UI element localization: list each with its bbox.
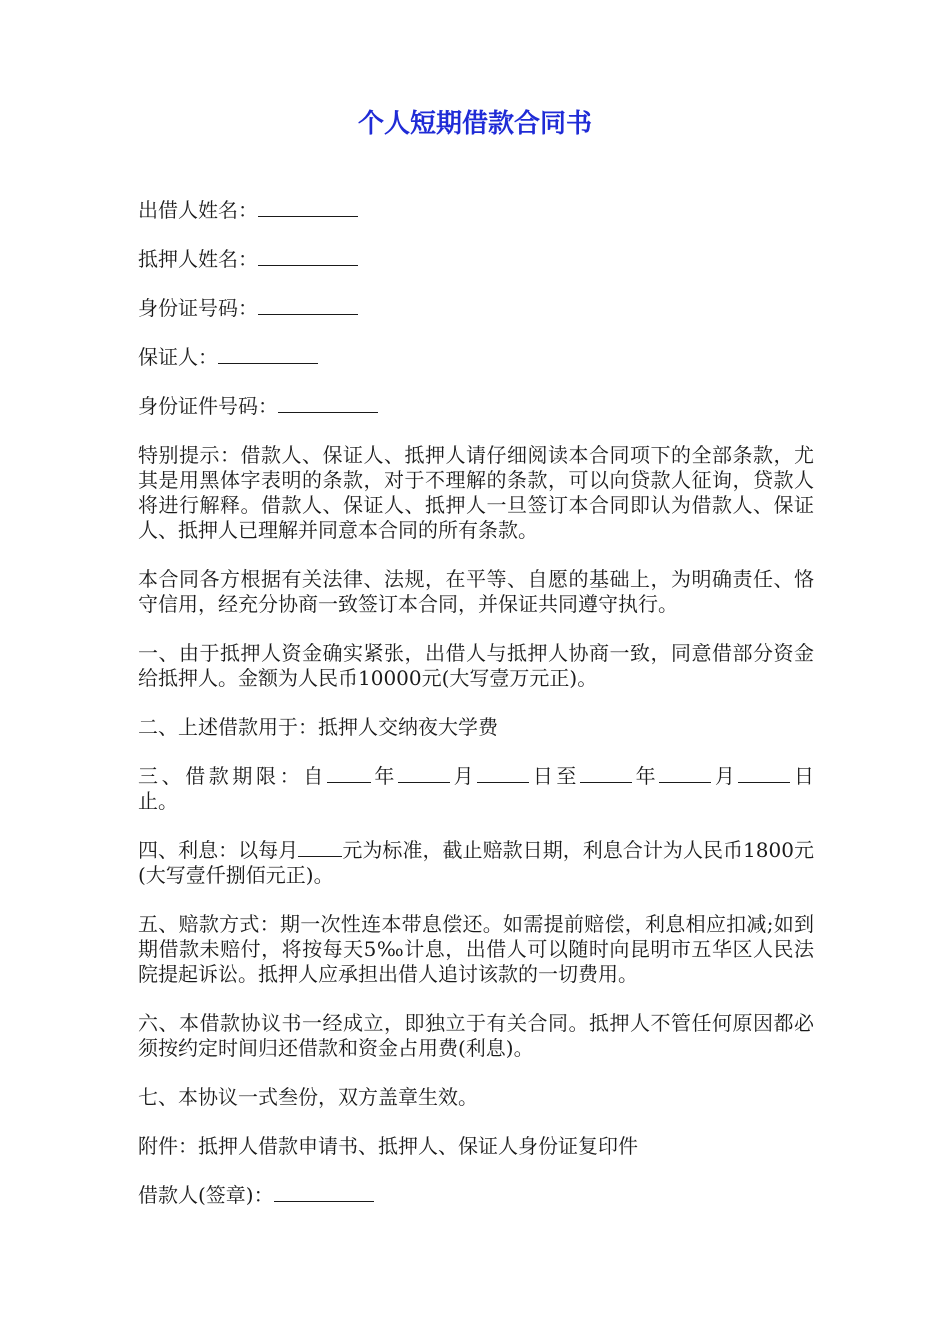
borrower-signature-field — [138, 1183, 814, 1208]
end-month-blank[interactable] — [659, 764, 711, 783]
special-notice: 特别提示：借款人、保证人、抵押人请仔细阅读本合同项下的全部条款，尤其是用黑体字表明的条款，对于不理解的条款，可以向贷款人征询，贷款人将进行解释。借款人、保证人、抵押人一旦签订本合同即认为借款人、保证人、抵押人已理解并同意本合同的所有条款。 — [138, 443, 814, 542]
clause-3-month1: 月 — [450, 764, 478, 788]
clause-3-end: 止。 — [138, 789, 178, 813]
mortgagor-name-label: 抵押人姓名： — [138, 247, 258, 271]
clause-3-year1: 年 — [370, 764, 399, 788]
guarantor-label: 保证人： — [138, 345, 218, 369]
clause-4-suffix: 元为标准，截止赔款日期，利息合计为人民币1800元(大写壹仟捌佰元正)。 — [138, 838, 814, 887]
lender-name-blank[interactable] — [258, 198, 358, 217]
clause-7: 七、本协议一式叁份，双方盖章生效。 — [138, 1085, 478, 1109]
clause-3-prefix: 三、借款期限：自 — [138, 764, 327, 788]
document-title: 个人短期借款合同书 — [357, 109, 592, 139]
lender-name-label: 出借人姓名： — [138, 198, 258, 222]
guarantor-id-field — [138, 394, 814, 419]
clause-6: 六、本借款协议书一经成立，即独立于有关合同。抵押人不管任何原因都必须按约定时间归还借款和资金占用费(利息)。 — [138, 1011, 814, 1060]
guarantor-id-blank[interactable] — [278, 394, 378, 413]
clause-3-line — [138, 764, 814, 789]
clause-4 — [138, 838, 814, 888]
clause-3-day1: 日至 — [529, 764, 581, 788]
clause-3-year2: 年 — [632, 764, 660, 788]
monthly-interest-blank[interactable] — [298, 838, 342, 857]
mortgagor-name-blank[interactable] — [258, 247, 358, 266]
borrower-signature-blank[interactable] — [274, 1183, 374, 1202]
id-number-label: 身份证号码： — [138, 296, 258, 320]
id-number-field — [138, 296, 814, 321]
start-month-blank[interactable] — [398, 764, 450, 783]
clause-3-day2: 日 — [790, 764, 815, 788]
end-day-blank[interactable] — [738, 764, 790, 783]
clause-2: 二、上述借款用于：抵押人交纳夜大学费 — [138, 715, 498, 739]
mortgagor-name-field — [138, 247, 814, 272]
clause-5: 五、赔款方式：期一次性连本带息偿还。如需提前赔偿，利息相应扣减;如到期借款未赔付，将按每天5‰计息，出借人可以随时向昆明市五华区人民法院提起诉讼。抵押人应承担出借人追讨该款的一切费用。 — [138, 912, 814, 986]
guarantor-field — [138, 345, 814, 370]
start-day-blank[interactable] — [477, 764, 529, 783]
document-body — [138, 198, 814, 1232]
clause-4-prefix: 四、利息：以每月 — [138, 838, 299, 862]
attachment-line: 附件：抵押人借款申请书、抵押人、保证人身份证复印件 — [138, 1134, 638, 1158]
preamble-paragraph: 本合同各方根据有关法律、法规，在平等、自愿的基础上，为明确责任、恪守信用，经充分协商一致签订本合同，并保证共同遵守执行。 — [138, 567, 814, 616]
guarantor-id-label: 身份证件号码： — [138, 394, 278, 418]
clause-1: 一、由于抵押人资金确实紧张，出借人与抵押人协商一致，同意借部分资金给抵押人。金额为人民币10000元(大写壹万元正)。 — [138, 641, 814, 690]
clause-3 — [138, 764, 814, 814]
start-year-blank[interactable] — [327, 764, 371, 783]
id-number-blank[interactable] — [258, 296, 358, 315]
borrower-signature-label: 借款人(签章)： — [138, 1183, 274, 1207]
clause-3-month2: 月 — [711, 764, 739, 788]
lender-name-field — [138, 198, 814, 223]
end-year-blank[interactable] — [580, 764, 632, 783]
guarantor-blank[interactable] — [218, 345, 318, 364]
